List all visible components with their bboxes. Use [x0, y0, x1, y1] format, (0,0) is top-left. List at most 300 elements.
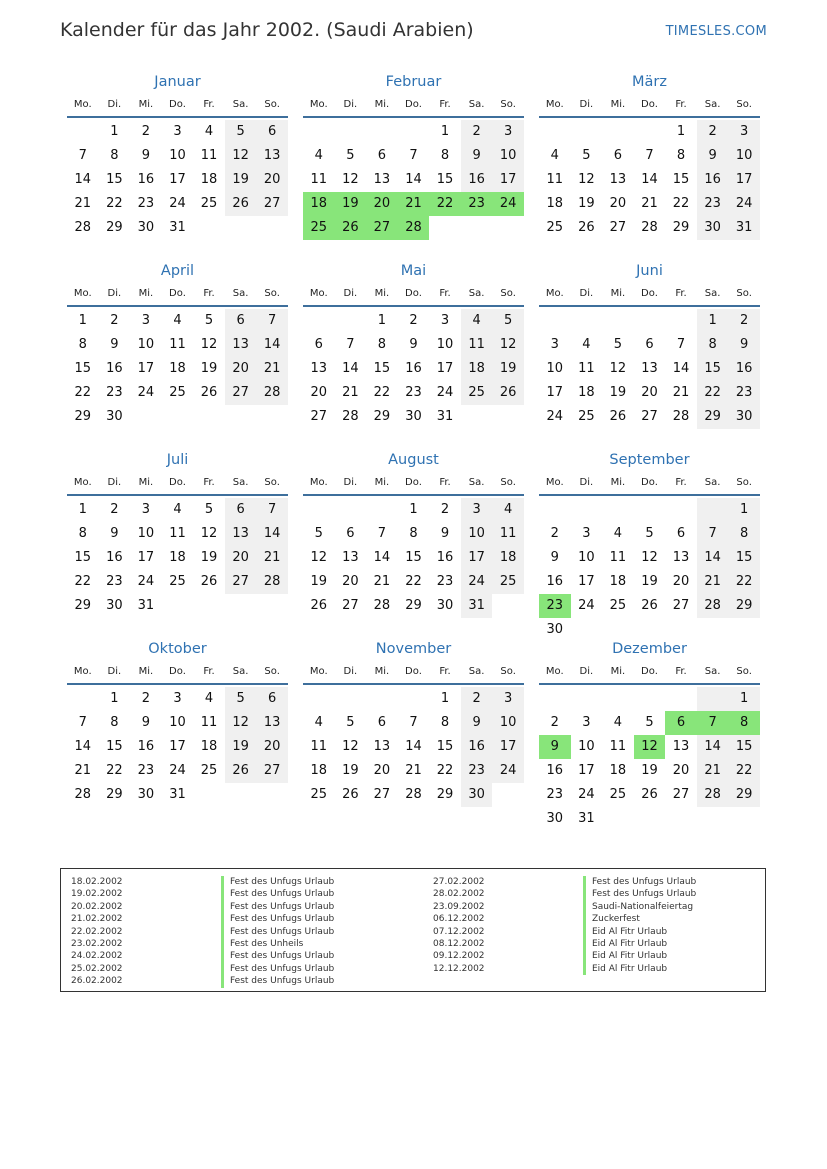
day-cell: 8 — [697, 333, 729, 357]
weekday-header: Mo. — [73, 99, 92, 110]
empty-day-cell — [634, 687, 666, 711]
day-cell: 9 — [409, 337, 418, 352]
day-cell: 25 — [609, 598, 627, 613]
day-cell: 24 — [137, 385, 155, 400]
weekday-header-row — [303, 283, 524, 307]
day-cell: 7 — [409, 715, 418, 730]
page-title: Kalender für das Jahr 2002. (Saudi Arabien) — [60, 19, 474, 41]
empty-day-cell — [461, 216, 493, 240]
holiday-color-marker — [221, 913, 224, 925]
weekday-header-row — [67, 94, 288, 118]
day-cell: 25 — [492, 570, 524, 594]
day-cell: 26 — [225, 192, 257, 216]
holiday-color-marker — [221, 926, 224, 938]
empty-day-cell — [634, 309, 666, 333]
day-cell: 27 — [342, 598, 359, 613]
weekday-header: So. — [500, 99, 516, 110]
day-cell: 18 — [546, 196, 564, 211]
day-cell: 21 — [697, 759, 729, 783]
weekday-header: Mo. — [309, 99, 328, 110]
day-cell: 1 — [78, 502, 87, 517]
day-cell: 29 — [106, 220, 123, 235]
day-cell: 1 — [697, 309, 729, 333]
day-cell: 30 — [137, 787, 155, 802]
month-name: Februar — [385, 74, 442, 90]
day-cell: 29 — [74, 409, 92, 424]
empty-day-cell — [492, 594, 524, 618]
weekday-header: Di. — [579, 666, 594, 677]
weekday-header: Do. — [169, 288, 186, 299]
day-cell: 22 — [728, 570, 760, 594]
weekday-header: Di. — [579, 477, 594, 488]
weekday-header: Do. — [641, 288, 658, 299]
day-cell: 11 — [169, 526, 186, 541]
empty-day-cell — [303, 120, 335, 144]
day-cell: 13 — [609, 172, 627, 187]
legend-row — [433, 888, 792, 900]
day-cell: 4 — [582, 337, 591, 352]
day-cell: 19 — [200, 361, 218, 376]
day-cell: 4 — [314, 148, 323, 163]
day-cell: 24 — [492, 192, 524, 216]
empty-day-cell — [225, 594, 257, 618]
day-cell: 23 — [546, 787, 564, 802]
empty-day-cell — [697, 687, 729, 711]
day-cell: 13 — [225, 333, 257, 357]
weekday-header: Di. — [343, 477, 358, 488]
weekday-header: Fr. — [675, 288, 687, 299]
month-name: Juni — [636, 263, 663, 279]
empty-day-cell — [539, 687, 571, 711]
legend-row — [71, 913, 430, 925]
empty-day-cell — [665, 807, 697, 831]
weekday-header: Di. — [107, 288, 122, 299]
month-name: Dezember — [612, 641, 687, 657]
holiday-color-marker — [221, 901, 224, 913]
empty-day-cell — [225, 783, 257, 807]
day-cell: 10 — [137, 337, 155, 352]
weekday-header: Do. — [405, 666, 422, 677]
holiday-date: 26.02.2002 — [71, 976, 123, 987]
day-cell: 17 — [461, 546, 493, 570]
legend-row — [71, 901, 430, 913]
day-cell: 29 — [106, 787, 123, 802]
day-cell: 24 — [728, 192, 760, 216]
day-cell: 14 — [641, 172, 658, 187]
day-cell: 23 — [436, 574, 454, 589]
month-calendar — [303, 637, 524, 826]
day-cell: 14 — [405, 172, 422, 187]
day-cell: 23 — [461, 192, 493, 216]
day-cell: 18 — [609, 574, 627, 589]
day-cell: 30 — [106, 598, 123, 613]
weekday-header-row — [67, 472, 288, 496]
day-cell: 14 — [342, 361, 359, 376]
weekday-header-row — [303, 472, 524, 496]
day-cell: 16 — [728, 357, 760, 381]
day-cell: 11 — [609, 739, 627, 754]
day-cell: 2 — [550, 526, 559, 541]
weekday-header: Do. — [641, 666, 658, 677]
day-cell: 16 — [461, 168, 493, 192]
weekday-header: Sa. — [468, 99, 485, 110]
day-cell: 1 — [110, 124, 119, 139]
empty-day-cell — [335, 120, 367, 144]
empty-day-cell — [634, 498, 666, 522]
weekday-header: Fr. — [203, 99, 215, 110]
empty-day-cell — [634, 807, 666, 831]
day-cell: 21 — [405, 763, 422, 778]
weekday-header: Fr. — [675, 477, 687, 488]
empty-day-cell — [335, 687, 367, 711]
holiday-name: Fest des Unfugs Urlaub — [592, 877, 697, 887]
day-cell: 9 — [461, 144, 493, 168]
day-cell: 19 — [225, 168, 257, 192]
empty-day-cell — [697, 807, 729, 831]
day-cell: 16 — [461, 735, 493, 759]
day-cell: 23 — [697, 192, 729, 216]
day-cell: 12 — [200, 337, 218, 352]
weekday-header-row — [67, 661, 288, 685]
day-cell: 17 — [169, 739, 186, 754]
holiday-date: 08.12.2002 — [433, 938, 485, 949]
weekday-header-row — [539, 283, 760, 307]
day-cell: 28 — [342, 409, 359, 424]
day-cell: 3 — [582, 526, 591, 541]
day-cell: 22 — [74, 385, 92, 400]
holiday-date: 23.02.2002 — [71, 938, 123, 949]
weekday-header: Mo. — [73, 477, 92, 488]
weekday-header-row — [539, 94, 760, 118]
day-cell: 9 — [141, 715, 151, 730]
empty-day-cell — [665, 309, 697, 333]
weekday-header: Mo. — [73, 666, 92, 677]
day-cell: 31 — [461, 594, 493, 618]
day-cell: 19 — [310, 574, 328, 589]
holiday-color-marker — [583, 926, 586, 938]
weekday-header: Sa. — [704, 477, 721, 488]
legend-row — [433, 938, 792, 950]
day-cell: 14 — [373, 550, 391, 565]
legend-row — [71, 963, 430, 975]
months-grid — [67, 70, 760, 826]
day-cell: 8 — [110, 148, 119, 163]
empty-day-cell — [303, 309, 335, 333]
holiday-color-marker — [221, 888, 224, 900]
day-cell: 22 — [106, 196, 123, 211]
day-cell: 10 — [169, 148, 186, 163]
day-cell: 14 — [256, 333, 288, 357]
empty-day-cell — [539, 309, 571, 333]
weekday-header: Sa. — [704, 666, 721, 677]
holiday-name: Eid Al Fitr Urlaub — [592, 951, 668, 962]
day-cell: 14 — [672, 361, 690, 376]
day-cell: 12 — [609, 361, 627, 376]
holiday-date: 19.02.2002 — [71, 889, 123, 900]
day-cell: 12 — [200, 526, 218, 541]
day-cell: 29 — [373, 409, 391, 424]
weekday-header: Sa. — [232, 288, 249, 299]
day-cell: 5 — [492, 309, 524, 333]
day-cell: 20 — [641, 385, 658, 400]
day-cell: 10 — [578, 550, 595, 565]
day-cell: 28 — [697, 783, 729, 807]
day-cell: 26 — [225, 759, 257, 783]
day-cell: 27 — [256, 759, 288, 783]
day-cell: 13 — [225, 522, 257, 546]
day-cell: 28 — [74, 220, 92, 235]
day-cell: 13 — [310, 361, 328, 376]
day-cell: 23 — [106, 574, 123, 589]
empty-day-cell — [303, 498, 335, 522]
legend-row — [71, 888, 430, 900]
day-cell: 15 — [106, 172, 123, 187]
weekday-header: Fr. — [439, 99, 451, 110]
brand-link[interactable]: TIMESLES.COM — [665, 24, 767, 39]
empty-day-cell — [67, 120, 99, 144]
empty-day-cell — [130, 405, 162, 429]
holiday-name: Eid Al Fitr Urlaub — [592, 938, 668, 949]
day-cell: 7 — [377, 526, 387, 541]
month-name: September — [609, 452, 690, 468]
holiday-name: Eid Al Fitr Urlaub — [592, 963, 668, 974]
weekday-header: Do. — [169, 477, 186, 488]
weekday-header: Do. — [405, 477, 422, 488]
day-cell: 20 — [609, 196, 627, 211]
day-cell: 27 — [225, 570, 257, 594]
weekday-header: Do. — [405, 99, 422, 110]
day-cell: 3 — [492, 120, 524, 144]
day-cell: 29 — [74, 598, 92, 613]
weekday-header: Do. — [405, 288, 422, 299]
day-cell: 7 — [697, 711, 729, 735]
day-cell: 3 — [461, 498, 493, 522]
empty-day-cell — [602, 687, 634, 711]
day-cell: 9 — [440, 526, 450, 541]
day-cell: 22 — [405, 574, 422, 589]
day-cell: 7 — [697, 522, 729, 546]
day-cell: 3 — [582, 715, 591, 730]
day-cell: 26 — [641, 598, 658, 613]
day-cell: 16 — [436, 550, 454, 565]
day-cell: 1 — [440, 124, 450, 139]
day-cell: 18 — [461, 357, 493, 381]
day-cell: 28 — [373, 598, 391, 613]
day-cell: 14 — [697, 546, 729, 570]
day-cell: 31 — [578, 811, 595, 826]
day-cell: 17 — [436, 361, 454, 376]
day-cell: 13 — [256, 144, 288, 168]
day-cell: 10 — [492, 711, 524, 735]
weekday-header: Mo. — [309, 477, 328, 488]
day-cell: 29 — [405, 598, 422, 613]
days-grid — [539, 498, 760, 642]
day-cell: 29 — [697, 405, 729, 429]
weekday-header: So. — [500, 666, 516, 677]
day-cell: 13 — [672, 739, 690, 754]
day-cell: 1 — [728, 498, 760, 522]
day-cell: 5 — [346, 148, 355, 163]
month-calendar — [67, 259, 288, 448]
day-cell: 15 — [697, 357, 729, 381]
weekday-header: So. — [264, 99, 280, 110]
empty-day-cell — [492, 216, 524, 240]
empty-day-cell — [335, 498, 367, 522]
day-cell: 25 — [200, 196, 218, 211]
day-cell: 8 — [409, 526, 418, 541]
day-cell: 21 — [697, 570, 729, 594]
day-cell: 12 — [225, 711, 257, 735]
day-cell: 24 — [436, 385, 454, 400]
day-cell: 26 — [342, 787, 359, 802]
empty-day-cell — [539, 120, 571, 144]
day-cell: 9 — [728, 333, 760, 357]
weekday-header: Mi. — [374, 477, 390, 488]
day-cell: 13 — [373, 172, 391, 187]
day-cell: 8 — [676, 148, 686, 163]
weekday-header: Mi. — [610, 666, 626, 677]
empty-day-cell — [602, 120, 634, 144]
days-grid — [303, 309, 524, 429]
weekday-header: Do. — [641, 99, 658, 110]
day-cell: 17 — [728, 168, 760, 192]
day-cell: 12 — [310, 550, 328, 565]
holiday-name: Zuckerfest — [592, 914, 640, 925]
weekday-header: So. — [500, 288, 516, 299]
day-cell: 5 — [582, 148, 591, 163]
holiday-color-marker — [583, 876, 586, 888]
day-cell: 3 — [550, 337, 559, 352]
day-cell: 21 — [256, 546, 288, 570]
day-cell: 24 — [461, 570, 493, 594]
month-calendar — [539, 637, 760, 826]
weekday-header: Sa. — [704, 99, 721, 110]
day-cell: 24 — [578, 787, 595, 802]
month-name: April — [160, 263, 195, 279]
day-cell: 30 — [137, 220, 155, 235]
legend-row — [71, 975, 430, 987]
day-cell: 17 — [546, 385, 564, 400]
day-cell: 1 — [676, 124, 686, 139]
holiday-color-marker — [583, 963, 586, 975]
weekday-header: Fr. — [203, 666, 215, 677]
day-cell: 6 — [314, 337, 323, 352]
weekday-header: Mi. — [138, 99, 154, 110]
days-grid — [67, 687, 288, 807]
day-cell: 8 — [440, 148, 450, 163]
month-calendar — [67, 448, 288, 637]
holiday-name: Fest des Unfugs Urlaub — [230, 914, 335, 925]
day-cell: 15 — [373, 361, 391, 376]
weekday-header: So. — [736, 99, 752, 110]
day-cell: 13 — [256, 711, 288, 735]
holiday-date: 12.12.2002 — [433, 963, 485, 974]
day-cell: 22 — [373, 385, 391, 400]
day-cell: 11 — [578, 361, 595, 376]
day-cell: 11 — [310, 739, 328, 754]
weekday-header: Mo. — [73, 288, 92, 299]
day-cell: 30 — [106, 409, 123, 424]
weekday-header: So. — [264, 477, 280, 488]
day-cell: 16 — [106, 361, 123, 376]
day-cell: 21 — [641, 196, 658, 211]
day-cell: 6 — [645, 337, 654, 352]
empty-day-cell — [571, 498, 603, 522]
weekday-header: Do. — [169, 99, 186, 110]
day-cell: 6 — [256, 120, 288, 144]
weekday-header: Di. — [343, 99, 358, 110]
day-cell: 27 — [672, 598, 690, 613]
empty-day-cell — [492, 783, 524, 807]
day-cell: 26 — [492, 381, 524, 405]
day-cell: 2 — [697, 120, 729, 144]
weekday-header: So. — [264, 288, 280, 299]
day-cell: 22 — [728, 759, 760, 783]
day-cell: 13 — [672, 550, 690, 565]
empty-day-cell — [602, 309, 634, 333]
day-cell: 16 — [137, 739, 155, 754]
day-cell: 24 — [546, 409, 564, 424]
weekday-header: So. — [736, 288, 752, 299]
day-cell: 10 — [169, 715, 186, 730]
day-cell: 17 — [492, 735, 524, 759]
weekday-header: Mi. — [610, 288, 626, 299]
empty-day-cell — [602, 807, 634, 831]
empty-day-cell — [193, 594, 225, 618]
day-cell: 20 — [672, 574, 690, 589]
day-cell: 7 — [409, 148, 418, 163]
month-calendar — [303, 70, 524, 259]
days-grid — [539, 309, 760, 429]
day-cell: 20 — [256, 735, 288, 759]
day-cell: 13 — [641, 361, 658, 376]
day-cell: 8 — [377, 337, 387, 352]
empty-day-cell — [728, 807, 760, 831]
legend-column-left — [71, 876, 430, 988]
day-cell: 18 — [200, 739, 218, 754]
day-cell: 15 — [436, 172, 454, 187]
weekday-header: Mi. — [138, 477, 154, 488]
empty-day-cell — [429, 216, 461, 240]
empty-day-cell — [571, 120, 603, 144]
day-cell: 19 — [641, 574, 658, 589]
month-name: Juli — [166, 452, 189, 468]
weekday-header-row — [539, 472, 760, 496]
legend-column-right — [433, 876, 792, 975]
day-cell: 22 — [106, 763, 123, 778]
holiday-name: Fest des Unfugs Urlaub — [230, 889, 335, 900]
day-cell: 16 — [137, 172, 155, 187]
day-cell: 16 — [546, 763, 564, 778]
day-cell: 16 — [546, 574, 564, 589]
legend-row — [71, 876, 430, 888]
weekday-header: Mi. — [374, 288, 390, 299]
day-cell: 28 — [74, 787, 92, 802]
empty-day-cell — [162, 594, 194, 618]
day-cell: 8 — [78, 526, 87, 541]
holiday-legend — [60, 868, 766, 992]
weekday-header: Fr. — [439, 477, 451, 488]
day-cell: 15 — [74, 361, 92, 376]
day-cell: 16 — [106, 550, 123, 565]
empty-day-cell — [256, 216, 288, 240]
day-cell: 25 — [578, 409, 595, 424]
days-grid — [539, 120, 760, 240]
holiday-color-marker — [583, 888, 586, 900]
day-cell: 24 — [169, 196, 186, 211]
holiday-color-marker — [221, 938, 224, 950]
holiday-name: Fest des Unfugs Urlaub — [230, 901, 335, 912]
